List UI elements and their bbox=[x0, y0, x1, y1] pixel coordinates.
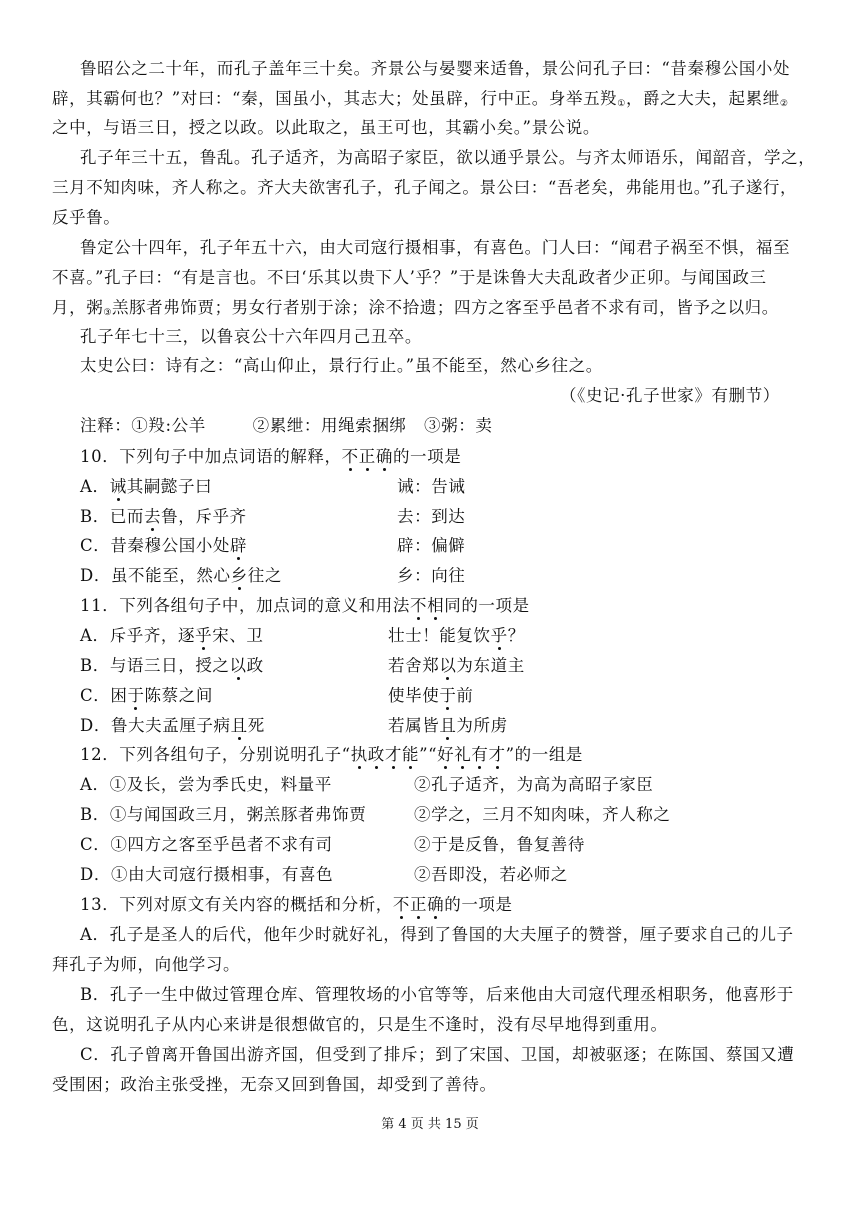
question-10-option-b bbox=[80, 506, 247, 528]
text: 虽不能至，然心 bbox=[110, 566, 231, 585]
emphasis-char: 政 bbox=[367, 745, 385, 764]
question-10-gloss-a bbox=[397, 476, 465, 498]
text: 已而 bbox=[109, 507, 145, 526]
text: 若属皆 bbox=[388, 716, 440, 735]
question-11-option-d bbox=[80, 715, 265, 737]
option-letter: A． bbox=[80, 775, 110, 794]
text: 鲁，斥乎齐 bbox=[161, 507, 247, 526]
text: ②吾即没，若必师之 bbox=[414, 865, 568, 884]
question-11-compare-a bbox=[388, 625, 525, 647]
text: ①由大司寇行摄相事，有喜色 bbox=[110, 865, 334, 884]
emphasis-char: 相 bbox=[427, 596, 445, 615]
text: A．孔子是圣人的后代，他年少时就好礼，得到了鲁国的大夫厘子的赞誉，厘子要求自己的儿子 bbox=[80, 925, 794, 944]
text: 死 bbox=[247, 716, 265, 735]
emphasis-char: 好 bbox=[437, 745, 455, 764]
question-11-compare-b bbox=[388, 655, 525, 677]
emphasis-char: 有 bbox=[471, 745, 489, 764]
emphasis-char: 乡 bbox=[230, 566, 248, 585]
question-12-option-b bbox=[80, 804, 366, 826]
text: 若舍郑 bbox=[388, 656, 440, 675]
text: 鲁昭公之二十年，而孔子盖年三十矣。齐景公与晏婴来适鲁，景公问孔子曰：“昔秦穆公国小处 bbox=[80, 59, 791, 78]
question-11-compare-d bbox=[388, 715, 508, 737]
emphasis-char: 乎 bbox=[490, 626, 508, 645]
text: 困 bbox=[110, 686, 128, 705]
text: 鲁定公十四年，孔子年五十六，由大司寇行摄相事，有喜色。门人曰：“闻君子祸至不惧，福至 bbox=[80, 238, 791, 257]
text: 去：到达 bbox=[397, 507, 466, 526]
question-13-option-a bbox=[80, 924, 794, 946]
text: 11．下列各组句子中，加点词的意义和用法 bbox=[80, 596, 410, 615]
emphasis-char: 不 bbox=[410, 596, 428, 615]
question-11-option-a bbox=[80, 625, 264, 647]
text: 辟：偏僻 bbox=[397, 536, 466, 555]
emphasis-char: 于 bbox=[127, 686, 145, 705]
text: 同的一项是 bbox=[444, 596, 530, 615]
emphasis-char: 诫 bbox=[109, 477, 127, 496]
question-10-stem bbox=[80, 446, 461, 468]
question-12-option-d-right bbox=[414, 864, 568, 886]
passage-line bbox=[52, 207, 120, 229]
passage-line bbox=[80, 355, 603, 377]
emphasis-char: 乎 bbox=[195, 626, 213, 645]
passage-line bbox=[52, 117, 600, 139]
emphasis-char: 以 bbox=[439, 656, 457, 675]
passage-line bbox=[52, 177, 797, 199]
question-13-option-a-cont bbox=[52, 954, 240, 976]
text: 色，这说明孔子从内心来讲是很想做官的，只是生不逢时，没有尽早地得到重用。 bbox=[52, 1015, 668, 1034]
question-11-option-b bbox=[80, 655, 264, 677]
text: 拜孔子为师，向他学习。 bbox=[52, 955, 241, 974]
passage-line bbox=[80, 326, 422, 348]
emphasis-char: 去 bbox=[144, 507, 162, 526]
text: 12．下列各组句子，分别说明孔子“ bbox=[80, 745, 351, 764]
text: 壮士！能复饮 bbox=[388, 626, 491, 645]
text: 鲁大夫孟厘子病 bbox=[110, 716, 231, 735]
option-letter: D． bbox=[80, 566, 111, 585]
option-letter: D． bbox=[80, 716, 111, 735]
text: 孔子年七十三，以鲁哀公十六年四月己丑卒。 bbox=[80, 327, 422, 346]
passage-line bbox=[80, 237, 790, 259]
option-letter: C． bbox=[80, 686, 111, 705]
text: 与语三日，授之 bbox=[109, 656, 230, 675]
emphasis-char: 才 bbox=[488, 745, 506, 764]
question-10-gloss-b bbox=[397, 506, 465, 528]
question-13-stem bbox=[80, 894, 513, 916]
text: 之中，与语三日，授之以政。以此取之，虽王可也，其霸小矣。”景公说。 bbox=[52, 118, 600, 137]
text: ？ bbox=[507, 626, 525, 645]
question-10-option-c bbox=[80, 535, 247, 557]
text: 往之 bbox=[247, 566, 282, 585]
question-12-option-a-right bbox=[414, 774, 653, 796]
text: ②学之，三月不知肉味，齐人称之 bbox=[414, 805, 671, 824]
text: 月，粥 bbox=[52, 298, 104, 317]
passage-line bbox=[80, 147, 815, 169]
question-13-option-b bbox=[80, 984, 794, 1006]
text: 陈蔡之间 bbox=[144, 686, 213, 705]
text: （《史记·孔子世家》有删节） bbox=[560, 386, 780, 405]
question-12-option-c-right bbox=[414, 834, 585, 856]
text: 乡：向往 bbox=[397, 566, 466, 585]
option-letter: A． bbox=[80, 477, 110, 496]
question-10-option-a bbox=[80, 476, 212, 498]
option-letter: D． bbox=[80, 865, 111, 884]
question-10-option-d bbox=[80, 565, 282, 587]
text: ”的一组是 bbox=[505, 745, 584, 764]
text: ①及长，尝为季氏史，料量平 bbox=[109, 775, 332, 794]
text: 辟，其霸何也？”对曰：“秦，国虽小，其志大；处虽辟，行中正。身举五羖 bbox=[52, 89, 618, 108]
option-letter: C． bbox=[80, 835, 111, 854]
emphasis-char: 正 bbox=[410, 895, 428, 914]
question-10-gloss-c bbox=[397, 535, 465, 557]
text: 不喜。”孔子曰：“有是言也。不曰‘乐其以贵下人’乎？”于是诛鲁大夫乱政者少正卯。与闻国政三 bbox=[52, 268, 767, 287]
text: ，爵之大夫，起累绁 bbox=[625, 89, 780, 108]
emphasis-char: 辟 bbox=[230, 536, 248, 555]
text: 注释：①羖:公羊 ②累绁：用绳索捆绑 ③粥：卖 bbox=[80, 416, 493, 435]
text: B．孔子一生中做过管理仓库、管理牧场的小官等等，后来他由大司寇代理丞相职务，他喜形于 bbox=[80, 985, 794, 1004]
text: 为所虏 bbox=[456, 716, 508, 735]
text: 为东道主 bbox=[456, 656, 525, 675]
emphasis-char: 于 bbox=[439, 686, 457, 705]
emphasis-char: 确 bbox=[427, 895, 445, 914]
text: 太史公曰：诗有之：“高山仰止，景行行止。”虽不能至，然心乡往之。 bbox=[80, 356, 603, 375]
text: 孔子年三十五，鲁乱。孔子适齐，为高昭子家臣，欲以通乎景公。与齐太师语乐，闻韶音，学之， bbox=[80, 148, 816, 167]
text: ”“ bbox=[419, 745, 438, 764]
footnote-marker: ① bbox=[617, 99, 626, 109]
text: 使毕使 bbox=[388, 686, 440, 705]
emphasis-char: 确 bbox=[375, 447, 393, 466]
text: 诫：告诫 bbox=[397, 477, 466, 496]
emphasis-char: 且 bbox=[230, 716, 248, 735]
option-letter: B． bbox=[80, 507, 110, 526]
question-12-option-d bbox=[80, 864, 333, 886]
passage-line bbox=[52, 88, 789, 115]
option-letter: A． bbox=[80, 626, 110, 645]
source-citation bbox=[560, 385, 780, 407]
text: ①与闻国政三月，粥羔豚者弗饰贾 bbox=[109, 805, 367, 824]
annotation-notes bbox=[80, 415, 492, 437]
text: 的一项是 bbox=[444, 895, 513, 914]
text: ①四方之客至乎邑者不求有司 bbox=[110, 835, 333, 854]
emphasis-char: 能 bbox=[401, 745, 420, 764]
question-11-compare-c bbox=[388, 685, 474, 707]
emphasis-char: 正 bbox=[358, 447, 376, 466]
text: 昔秦穆公国小处 bbox=[110, 536, 231, 555]
text: 反乎鲁。 bbox=[52, 208, 121, 227]
emphasis-char: 执 bbox=[350, 745, 368, 764]
option-letter: B． bbox=[80, 656, 110, 675]
text: ②于是反鲁，鲁复善待 bbox=[414, 835, 585, 854]
question-11-stem bbox=[80, 595, 530, 617]
text: C．孔子曾离开鲁国出游齐国，但受到了排斥；到了宋国、卫国，却被驱逐；在陈国、蔡国又遭 bbox=[80, 1045, 795, 1064]
emphasis-char: 以 bbox=[229, 656, 247, 675]
text: ②孔子适齐，为高为高昭子家臣 bbox=[414, 775, 654, 794]
question-13-option-c-cont bbox=[52, 1074, 497, 1096]
text: 其嗣懿子曰 bbox=[126, 477, 213, 496]
passage-line bbox=[80, 58, 790, 80]
emphasis-char: 礼 bbox=[454, 745, 472, 764]
question-13-option-b-cont bbox=[52, 1014, 668, 1036]
text: 斥乎齐，逐 bbox=[109, 626, 196, 645]
question-12-option-c bbox=[80, 834, 333, 856]
passage-line bbox=[52, 267, 767, 289]
question-12-stem bbox=[80, 744, 583, 766]
text: 前 bbox=[456, 686, 474, 705]
text: 13．下列对原文有关内容的概括和分析， bbox=[80, 895, 393, 914]
text: 10．下列句子中加点词语的解释， bbox=[80, 447, 342, 466]
emphasis-char: 且 bbox=[439, 716, 457, 735]
emphasis-char: 不 bbox=[341, 447, 359, 466]
question-11-option-c bbox=[80, 685, 213, 707]
question-13-option-c bbox=[80, 1044, 794, 1066]
passage-line bbox=[52, 297, 779, 324]
footnote-marker: ③ bbox=[103, 308, 112, 318]
footnote-marker: ② bbox=[779, 99, 789, 109]
text: 宋、卫 bbox=[212, 626, 264, 645]
question-12-option-a bbox=[80, 774, 332, 796]
option-letter: B． bbox=[80, 805, 110, 824]
emphasis-char: 不 bbox=[392, 895, 411, 914]
emphasis-char: 才 bbox=[384, 745, 402, 764]
text: 受围困；政治主张受挫，无奈又回到鲁国，却受到了善待。 bbox=[52, 1075, 497, 1094]
text: 羔豚者弗饰贾；男女行者别于涂；涂不拾遗；四方之客至乎邑者不求有司，皆予之以归。 bbox=[111, 298, 779, 317]
text: 政 bbox=[246, 656, 264, 675]
text: 的一项是 bbox=[392, 447, 462, 466]
question-12-option-b-right bbox=[414, 804, 671, 826]
text: 三月不知肉味，齐人称之。齐大夫欲害孔子，孔子闻之。景公曰：“吾老矣，弗能用也。”孔子遂行， bbox=[52, 178, 798, 197]
question-10-gloss-d bbox=[397, 565, 465, 587]
page-number: 第 4 页 共 15 页 bbox=[381, 1117, 479, 1132]
option-letter: C． bbox=[80, 536, 111, 555]
